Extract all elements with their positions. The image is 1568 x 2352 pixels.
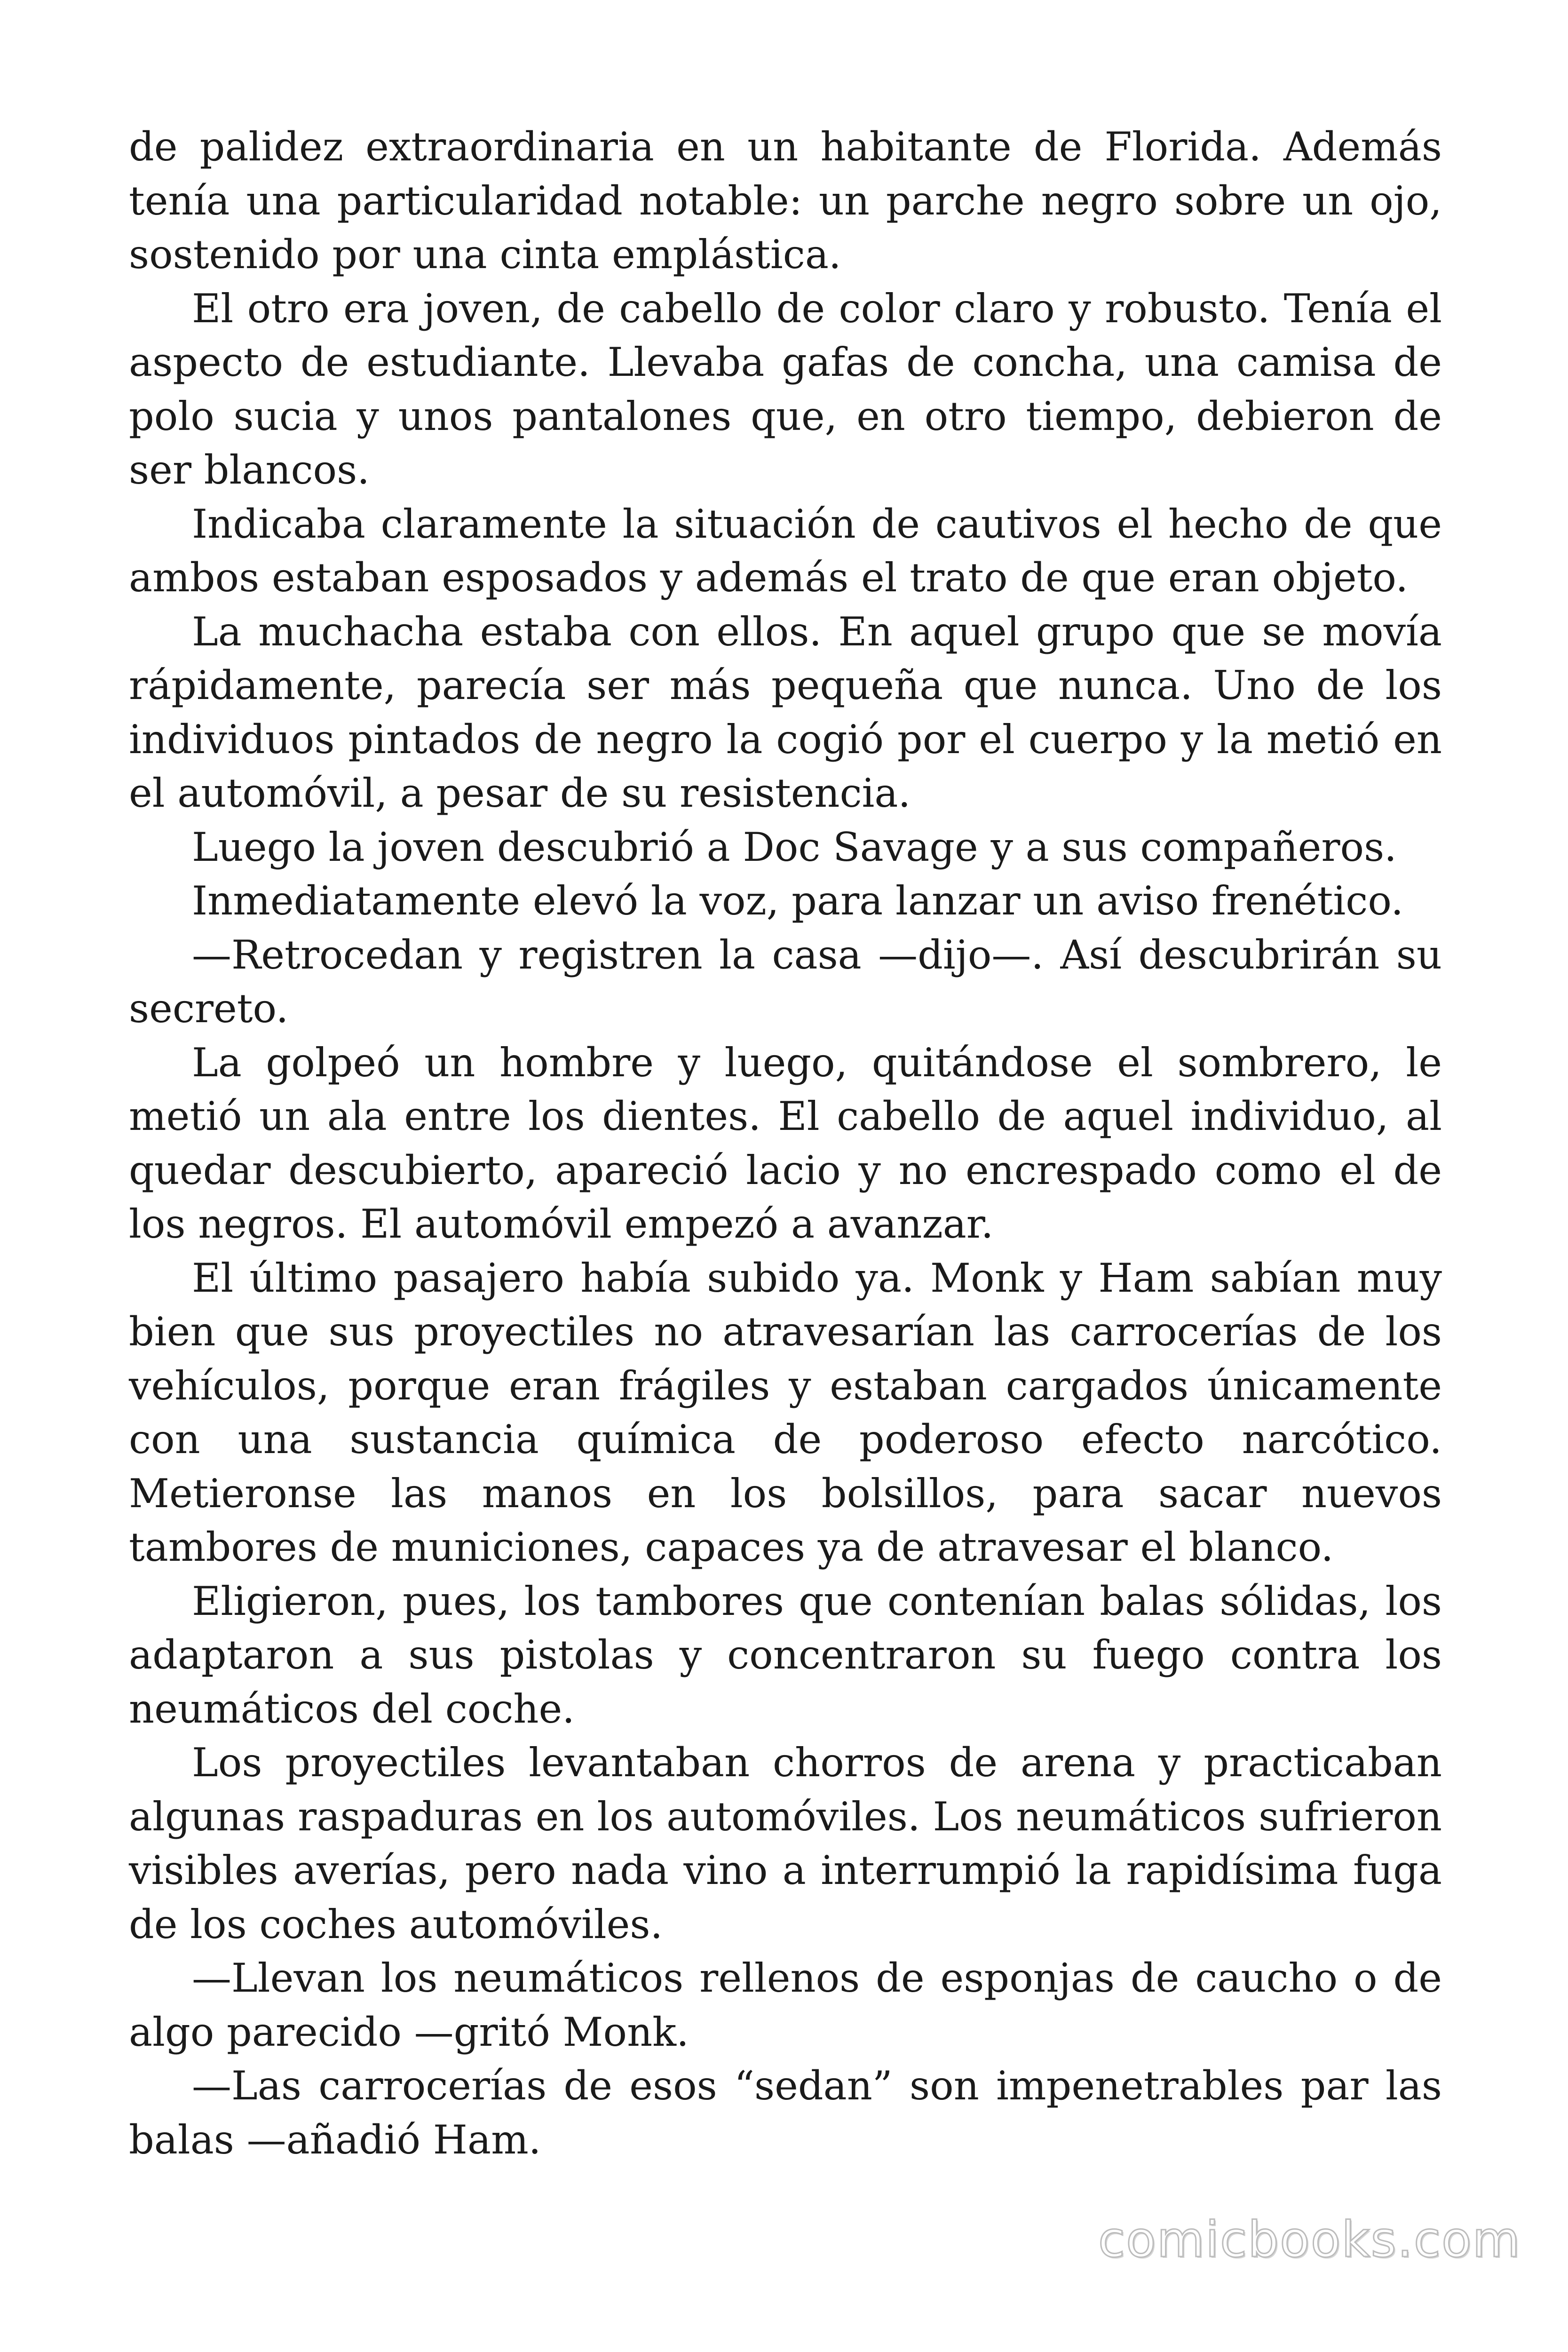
paragraph-7: —Retrocedan y registren la casa —dijo—. Así descubrirán su secreto. xyxy=(129,931,1442,1032)
paragraph-12: —Llevan los neumáticos rellenos de esponjas de caucho o de algo parecido —gritó Monk. xyxy=(129,1955,1442,2055)
page-text xyxy=(129,120,1442,2167)
watermark: comicbooks.com xyxy=(1098,2211,1521,2268)
paragraph-3: Indicaba claramente la situación de cautivos el hecho de que ambos estaban esposados y además el trato de que eran objeto. xyxy=(129,501,1442,601)
paragraph-1: de palidez extraordinaria en un habitante de Florida. Además tenía una particularidad notable: un parche negro sobre un ojo, sostenido por una cinta emplástica. xyxy=(129,124,1442,278)
paragraph-11: Los proyectiles levantaban chorros de arena y practicaban algunas raspaduras en los automóviles. Los neumáticos sufrieron visibles averías, pero nada vino a interrumpió la rapidísima fuga de los coches automóviles. xyxy=(129,1740,1442,1947)
paragraph-13: —Las carrocerías de esos “sedan” son impenetrables par las balas —añadió Ham. xyxy=(129,2063,1442,2163)
paragraph-2: El otro era joven, de cabello de color claro y robusto. Tenía el aspecto de estudiante. Llevaba gafas de concha, una camisa de polo sucia y unos pantalones que, en otro tiempo, debieron de ser blancos. xyxy=(129,285,1442,493)
paragraph-9: El último pasajero había subido ya. Monk y Ham sabían muy bien que sus proyectiles no atravesarían las carrocerías de los vehículos, porque eran frágiles y estaban cargados únicamente con una sustancia química de poderoso efecto narcótico. Metieronse las manos en los bolsillos, para sacar nuevos tambores de municiones, capaces ya de atravesar el blanco. xyxy=(129,1255,1442,1570)
paragraph-4: La muchacha estaba con ellos. En aquel grupo que se movía rápidamente, parecía ser más pequeña que nunca. Uno de los individuos pintados de negro la cogió por el cuerpo y la metió en el automóvil, a pesar de su resistencia. xyxy=(129,608,1442,816)
paragraph-5: Luego la joven descubrió a Doc Savage y a sus compañeros. xyxy=(192,824,1397,870)
paragraph-6: Inmediatamente elevó la voz, para lanzar un aviso frenético. xyxy=(192,878,1404,924)
paragraph-8: La golpeó un hombre y luego, quitándose el sombrero, le metió un ala entre los dientes. El cabello de aquel individuo, al quedar descubierto, apareció lacio y no encrespado como el de los negros. El automóvil empezó a avanzar. xyxy=(129,1039,1442,1247)
paragraph-10: Eligieron, pues, los tambores que contenían balas sólidas, los adaptaron a sus pistolas y concentraron su fuego contra los neumáticos del coche. xyxy=(129,1578,1442,1732)
